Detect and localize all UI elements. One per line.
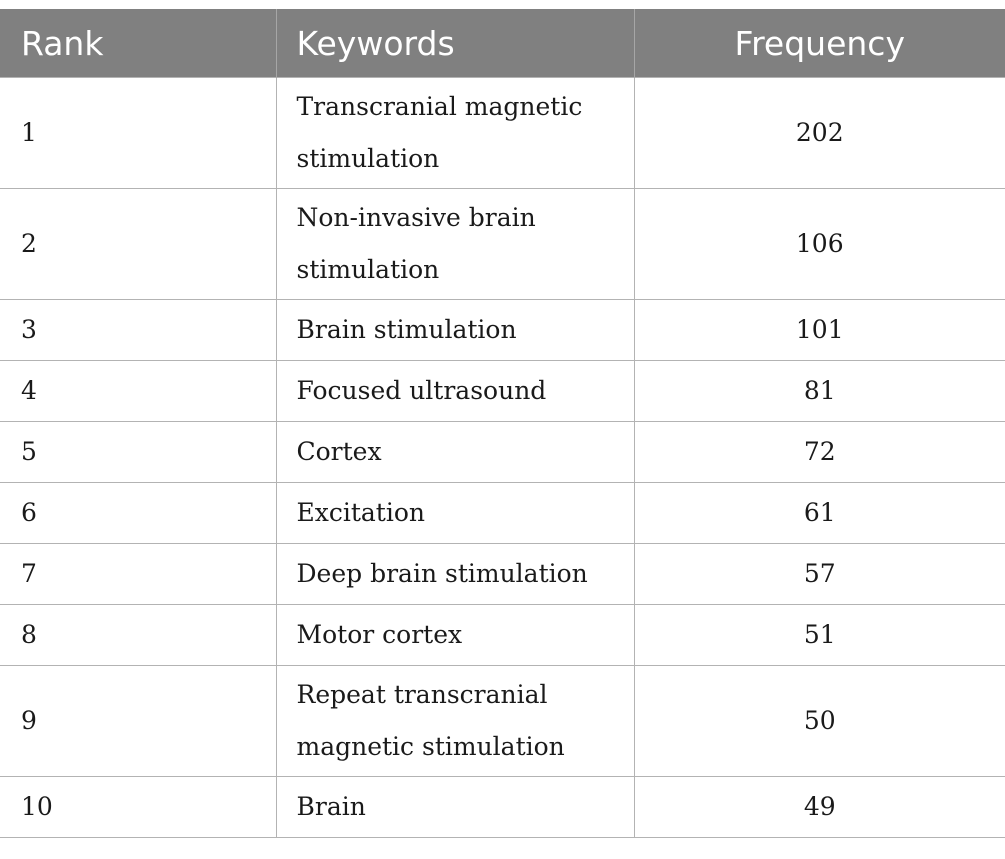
rank-cell: 3 bbox=[0, 300, 276, 361]
frequency-cell: 101 bbox=[634, 300, 1005, 361]
table-row bbox=[0, 189, 1005, 300]
table-row bbox=[0, 300, 1005, 361]
header-keywords: Keywords bbox=[276, 9, 634, 78]
header-rank: Rank bbox=[0, 9, 276, 78]
keyword-cell: Non-invasive brain stimulation bbox=[276, 189, 634, 300]
table-header bbox=[0, 9, 1005, 78]
rank-cell: 6 bbox=[0, 483, 276, 544]
table-row bbox=[0, 544, 1005, 605]
keyword-cell: Cortex bbox=[276, 422, 634, 483]
keyword-cell: Repeat transcranial magnetic stimulation bbox=[276, 666, 634, 777]
frequency-cell: 57 bbox=[634, 544, 1005, 605]
table-row bbox=[0, 666, 1005, 777]
rank-cell: 4 bbox=[0, 361, 276, 422]
frequency-cell: 202 bbox=[634, 78, 1005, 189]
keyword-cell: Deep brain stimulation bbox=[276, 544, 634, 605]
table-row bbox=[0, 361, 1005, 422]
rank-cell: 8 bbox=[0, 605, 276, 666]
table-row bbox=[0, 422, 1005, 483]
frequency-cell: 50 bbox=[634, 666, 1005, 777]
keyword-frequency-table bbox=[0, 9, 1005, 838]
rank-cell: 10 bbox=[0, 777, 276, 838]
table-row bbox=[0, 605, 1005, 666]
frequency-cell: 51 bbox=[634, 605, 1005, 666]
keyword-cell: Motor cortex bbox=[276, 605, 634, 666]
rank-cell: 1 bbox=[0, 78, 276, 189]
table-row bbox=[0, 777, 1005, 838]
frequency-cell: 106 bbox=[634, 189, 1005, 300]
frequency-cell: 81 bbox=[634, 361, 1005, 422]
frequency-cell: 61 bbox=[634, 483, 1005, 544]
keyword-cell: Focused ultrasound bbox=[276, 361, 634, 422]
keyword-cell: Excitation bbox=[276, 483, 634, 544]
table-row bbox=[0, 78, 1005, 189]
keyword-cell: Transcranial magnetic stimulation bbox=[276, 78, 634, 189]
keyword-cell: Brain stimulation bbox=[276, 300, 634, 361]
table-row bbox=[0, 483, 1005, 544]
keyword-cell: Brain bbox=[276, 777, 634, 838]
rank-cell: 5 bbox=[0, 422, 276, 483]
table-body bbox=[0, 78, 1005, 838]
rank-cell: 2 bbox=[0, 189, 276, 300]
header-row bbox=[0, 9, 1005, 78]
header-frequency: Frequency bbox=[634, 9, 1005, 78]
frequency-cell: 49 bbox=[634, 777, 1005, 838]
rank-cell: 9 bbox=[0, 666, 276, 777]
frequency-cell: 72 bbox=[634, 422, 1005, 483]
rank-cell: 7 bbox=[0, 544, 276, 605]
